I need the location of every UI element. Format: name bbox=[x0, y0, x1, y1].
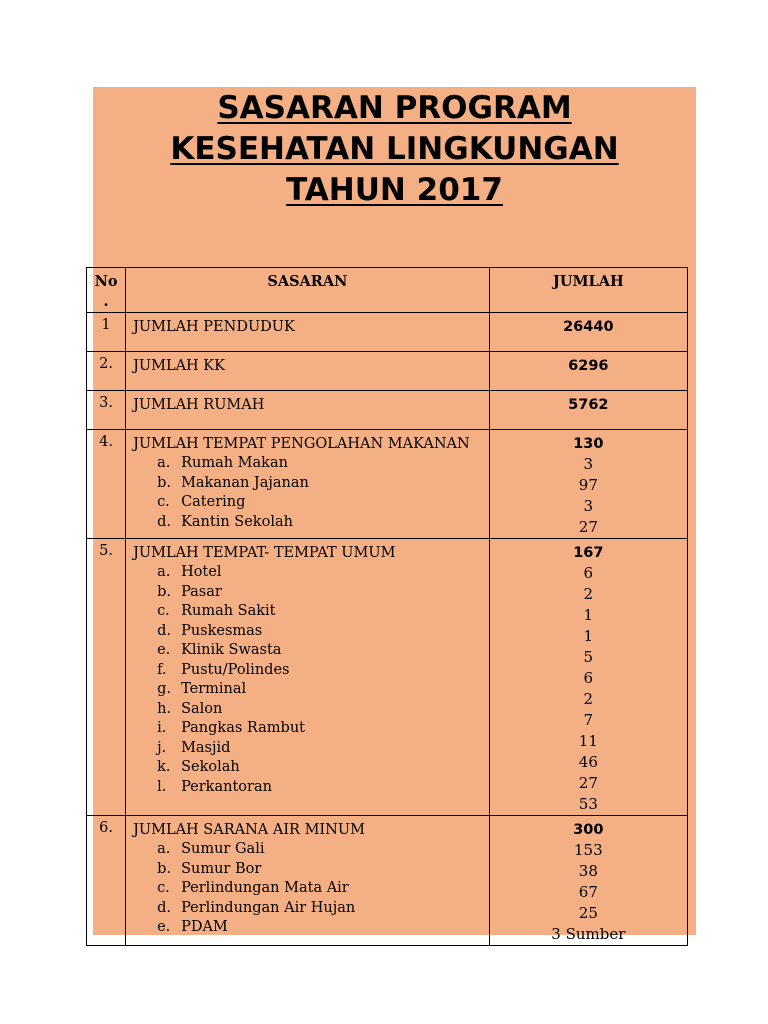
row-sasaran bbox=[126, 352, 490, 391]
row-total: 167 bbox=[573, 545, 604, 561]
row-sasaran bbox=[126, 816, 490, 946]
sub-item-list bbox=[133, 563, 489, 797]
header-sasaran: SASARAN bbox=[126, 268, 490, 313]
sub-item-letter: e. bbox=[157, 642, 171, 658]
row-number: 3. bbox=[87, 391, 126, 430]
table-row bbox=[87, 539, 688, 816]
sub-item-name: Sekolah bbox=[181, 759, 240, 775]
sub-item-name: Klinik Swasta bbox=[181, 642, 282, 658]
sub-item-value: 67 bbox=[578, 883, 598, 901]
sub-item-value: 153 bbox=[574, 841, 603, 859]
title-line-2: KESEHATAN LINGKUNGAN bbox=[170, 131, 619, 167]
row-jumlah bbox=[489, 430, 687, 539]
sub-value-list bbox=[490, 840, 687, 945]
sub-item-value: 38 bbox=[578, 862, 598, 880]
sub-item-name: Salon bbox=[181, 700, 223, 717]
sub-item-name: PDAM bbox=[181, 919, 228, 935]
row-number: 1 bbox=[87, 313, 126, 352]
sub-item-letter: e. bbox=[157, 919, 171, 935]
sub-item-letter: a. bbox=[157, 455, 171, 471]
row-total: 130 bbox=[573, 436, 604, 452]
table-row bbox=[87, 430, 688, 539]
sub-item-name: Rumah Sakit bbox=[181, 603, 276, 619]
sub-item-value: 2 bbox=[583, 585, 594, 603]
table-header-row bbox=[87, 268, 688, 313]
sub-item-value: 11 bbox=[578, 732, 598, 750]
header-jumlah: JUMLAH bbox=[489, 268, 687, 313]
header-no bbox=[87, 268, 126, 313]
document-title bbox=[93, 88, 696, 211]
sub-item-value: 3 bbox=[583, 455, 594, 473]
sub-item-letter: c. bbox=[157, 494, 170, 510]
sub-item-letter: d. bbox=[157, 899, 171, 916]
sub-value-list bbox=[490, 454, 687, 538]
sub-item-name: Sumur Gali bbox=[181, 841, 265, 857]
sub-item-name: Pustu/Polindes bbox=[181, 661, 290, 678]
row-number: 2. bbox=[87, 352, 126, 391]
row-jumlah bbox=[489, 816, 687, 946]
sub-item bbox=[133, 661, 489, 681]
sub-item-letter: i. bbox=[157, 720, 167, 736]
sub-item-list bbox=[133, 840, 489, 938]
sub-item-value: 97 bbox=[578, 476, 598, 494]
sub-value-list bbox=[490, 563, 687, 815]
sub-item-name: Perlindungan Mata Air bbox=[181, 880, 349, 896]
sub-item-name: Catering bbox=[181, 494, 246, 510]
sub-item-value: 25 bbox=[578, 904, 598, 922]
sub-item bbox=[133, 493, 489, 513]
row-sasaran bbox=[126, 430, 490, 539]
table-row bbox=[87, 391, 688, 430]
sub-item-value: 46 bbox=[578, 753, 598, 771]
row-total: 26440 bbox=[563, 319, 614, 335]
sub-item-value: 6 bbox=[583, 564, 594, 582]
sub-item-name: Puskesmas bbox=[181, 622, 263, 639]
header-no-text: No . bbox=[94, 273, 118, 310]
row-label: JUMLAH KK bbox=[133, 358, 225, 374]
sub-item bbox=[133, 641, 489, 661]
sub-item-name: Kantin Sekolah bbox=[181, 513, 293, 530]
sub-item-name: Perlindungan Air Hujan bbox=[181, 899, 356, 916]
table-row bbox=[87, 352, 688, 391]
sub-item bbox=[133, 918, 489, 938]
row-label: JUMLAH PENDUDUK bbox=[133, 319, 295, 335]
title-line-1: SASARAN PROGRAM bbox=[217, 90, 572, 126]
sub-item-letter: c. bbox=[157, 880, 170, 896]
sub-item bbox=[133, 739, 489, 759]
sub-item bbox=[133, 474, 489, 494]
sub-item-letter: b. bbox=[157, 474, 171, 491]
sub-item-value: 3 bbox=[583, 497, 594, 515]
sub-item bbox=[133, 454, 489, 474]
sub-item-list bbox=[133, 454, 489, 532]
sub-item bbox=[133, 758, 489, 778]
sub-item-value: 7 bbox=[583, 711, 594, 729]
sub-item bbox=[133, 680, 489, 700]
row-total: 6296 bbox=[568, 358, 609, 374]
sub-item-name: Perkantoran bbox=[181, 778, 272, 795]
sub-item-letter: k. bbox=[157, 759, 171, 775]
sub-item-letter: l. bbox=[157, 778, 167, 795]
sub-item bbox=[133, 879, 489, 899]
sub-item bbox=[133, 860, 489, 880]
row-label: JUMLAH TEMPAT PENGOLAHAN MAKANAN bbox=[133, 436, 470, 452]
sub-item-value: 3 Sumber bbox=[551, 925, 626, 943]
sub-item bbox=[133, 840, 489, 860]
table-row bbox=[87, 816, 688, 946]
sub-item-value: 1 bbox=[583, 627, 594, 645]
sub-item-letter: a. bbox=[157, 564, 171, 580]
table-row bbox=[87, 313, 688, 352]
row-number: 5. bbox=[87, 539, 126, 816]
row-label: JUMLAH TEMPAT- TEMPAT UMUM bbox=[133, 545, 396, 561]
row-number: 4. bbox=[87, 430, 126, 539]
row-number: 6. bbox=[87, 816, 126, 946]
sub-item-letter: d. bbox=[157, 622, 171, 639]
sub-item bbox=[133, 719, 489, 739]
sub-item-letter: h. bbox=[157, 700, 172, 717]
row-sasaran bbox=[126, 313, 490, 352]
sub-item-letter: f. bbox=[157, 661, 167, 678]
row-label: JUMLAH SARANA AIR MINUM bbox=[133, 822, 365, 838]
sub-item bbox=[133, 513, 489, 533]
sub-item-value: 6 bbox=[583, 669, 594, 687]
sub-item-letter: c. bbox=[157, 603, 170, 619]
sub-item bbox=[133, 583, 489, 603]
sub-item-letter: a. bbox=[157, 841, 171, 857]
sub-item-name: Pasar bbox=[181, 583, 222, 600]
sub-item-value: 5 bbox=[583, 648, 594, 666]
row-jumlah bbox=[489, 352, 687, 391]
row-jumlah bbox=[489, 313, 687, 352]
row-jumlah bbox=[489, 539, 687, 816]
table-body bbox=[87, 313, 688, 946]
row-label: JUMLAH RUMAH bbox=[133, 397, 265, 413]
sub-item-letter: g. bbox=[157, 681, 171, 697]
sub-item bbox=[133, 700, 489, 720]
sub-item-letter: b. bbox=[157, 860, 171, 877]
sub-item bbox=[133, 622, 489, 642]
sub-item-value: 27 bbox=[578, 518, 598, 536]
title-line-3: TAHUN 2017 bbox=[286, 172, 503, 208]
sub-item-name: Makanan Jajanan bbox=[181, 474, 309, 491]
sasaran-table bbox=[86, 267, 688, 946]
sub-item-name: Pangkas Rambut bbox=[181, 720, 306, 736]
row-jumlah bbox=[489, 391, 687, 430]
sub-item-name: Sumur Bor bbox=[181, 860, 262, 877]
sub-item-letter: d. bbox=[157, 513, 171, 530]
sub-item-value: 27 bbox=[578, 774, 598, 792]
sub-item-name: Rumah Makan bbox=[181, 455, 288, 471]
sub-item bbox=[133, 602, 489, 622]
sub-item-name: Hotel bbox=[181, 564, 222, 580]
sub-item-value: 53 bbox=[578, 795, 598, 813]
sub-item-letter: b. bbox=[157, 583, 171, 600]
sub-item-value: 2 bbox=[583, 690, 594, 708]
sub-item-name: Terminal bbox=[181, 681, 247, 697]
sub-item bbox=[133, 778, 489, 798]
sub-item-value: 1 bbox=[583, 606, 594, 624]
row-total: 300 bbox=[573, 822, 604, 838]
row-total: 5762 bbox=[568, 397, 609, 413]
sub-item-name: Masjid bbox=[181, 739, 231, 756]
sub-item bbox=[133, 563, 489, 583]
sub-item-letter: j. bbox=[157, 739, 167, 756]
row-sasaran bbox=[126, 391, 490, 430]
row-sasaran bbox=[126, 539, 490, 816]
sub-item bbox=[133, 899, 489, 919]
